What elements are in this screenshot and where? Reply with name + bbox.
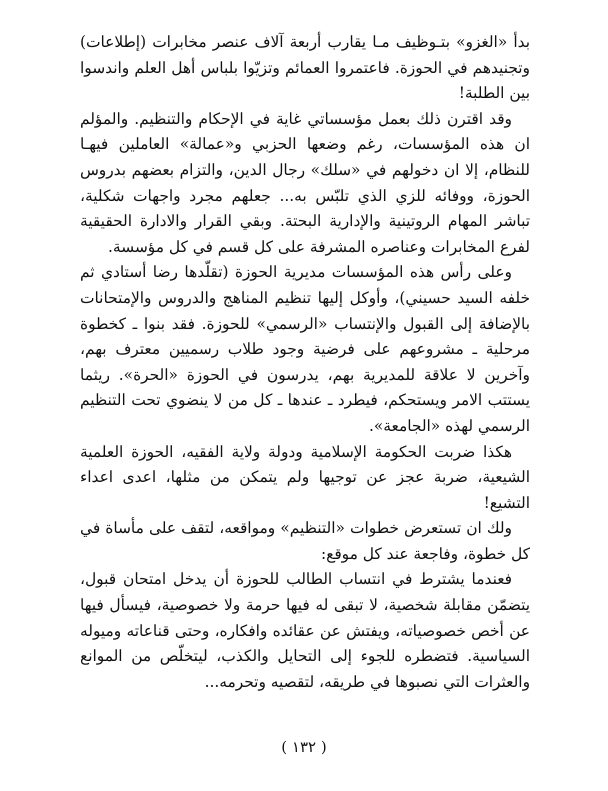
paragraph-3: وعلى رأس هذه المؤسسات مديرية الحوزة (تقلّدها رضا أستادي ثم خلفه السيد حسيني)، وأوكل إليها تنظيم المناهج والدروس والإمتحانات بالإضافة إلى القبول والإنتساب «الرسمي» للحوزة. فقد بنوا ـ كخطوة مرحلية ـ مشروعهم على فرضية وجود طلاب رسميين معترف بهم، وآخرين لا علاقة للمديرية بهم، يدرسون في الحوزة «الحرة». ريثما يستتب الامر ويستحكم، فيطرد ـ عندها ـ كل من لا ينضوي تحت التنظيم الرسمي لهذه «الجامعة».: [80, 263, 530, 435]
body-text: [80, 30, 530, 695]
paragraph-4: هكذا ضربت الحكومة الإسلامية ودولة ولاية الفقيه، الحوزة العلمية الشيعية، ضربة عجز عن توجيها ولم يتمكن من مثلها، اعدى اعداء التشيع!: [80, 442, 530, 512]
paragraph-1: بدأ «الغزو» بتـوظيف مـا يقارب أربعة آلاف عنصر مخابرات (إطلاعات) وتجنيدهم في الحوزة. فاعتمروا العمائم وتزيّوا بلباس أهل العلم واندسوا بين الطلبة!: [80, 33, 530, 103]
paragraph-2: وقد اقترن ذلك بعمل مؤسساتي غاية في الإحكام والتنظيم. والمؤلم ان هذه المؤسسات، رغم وضعها الحزبي و«عمالة» العاملين فيهـا للنظام، إلا ان دخولهم في «سلك» رجال الدين، والتزام بعضهم بدروس الحوزة، ووفائه للزي الذي تلبّس به... جعلهم مجرد واجهات شكلية، تباشر المهام الروتينية والإدارية البحتة. وبقي القرار والادارة الحقيقية لفرع المخابرات وعناصره المشرفة على كل قسم في كل مؤسسة.: [80, 109, 530, 256]
paragraph-6: فعندما يشترط في انتساب الطالب للحوزة أن يدخل امتحان قبول، يتضمّن مقابلة شخصية، لا تبقى له فيها حرمة ولا خصوصية، فيسأل فيها عن أخص خصوصياته، ويفتش عن عقائده وافكاره، وحتى قناعاته وميوله السياسية. فتضطره للجوء إلى التحايل والكذب، ليتخلّص من الموانع والعثرات التي نصبوها في طريقه، لتقصيه وتحرمه...: [80, 570, 530, 691]
paragraph-5: ولك ان تستعرض خطوات «التنظيم» ومواقعه، لتقف على مأساة في كل خطوة، وفاجعة عند كل موقع:: [80, 519, 530, 563]
page-number: ( ١٣٢ ): [281, 738, 327, 756]
